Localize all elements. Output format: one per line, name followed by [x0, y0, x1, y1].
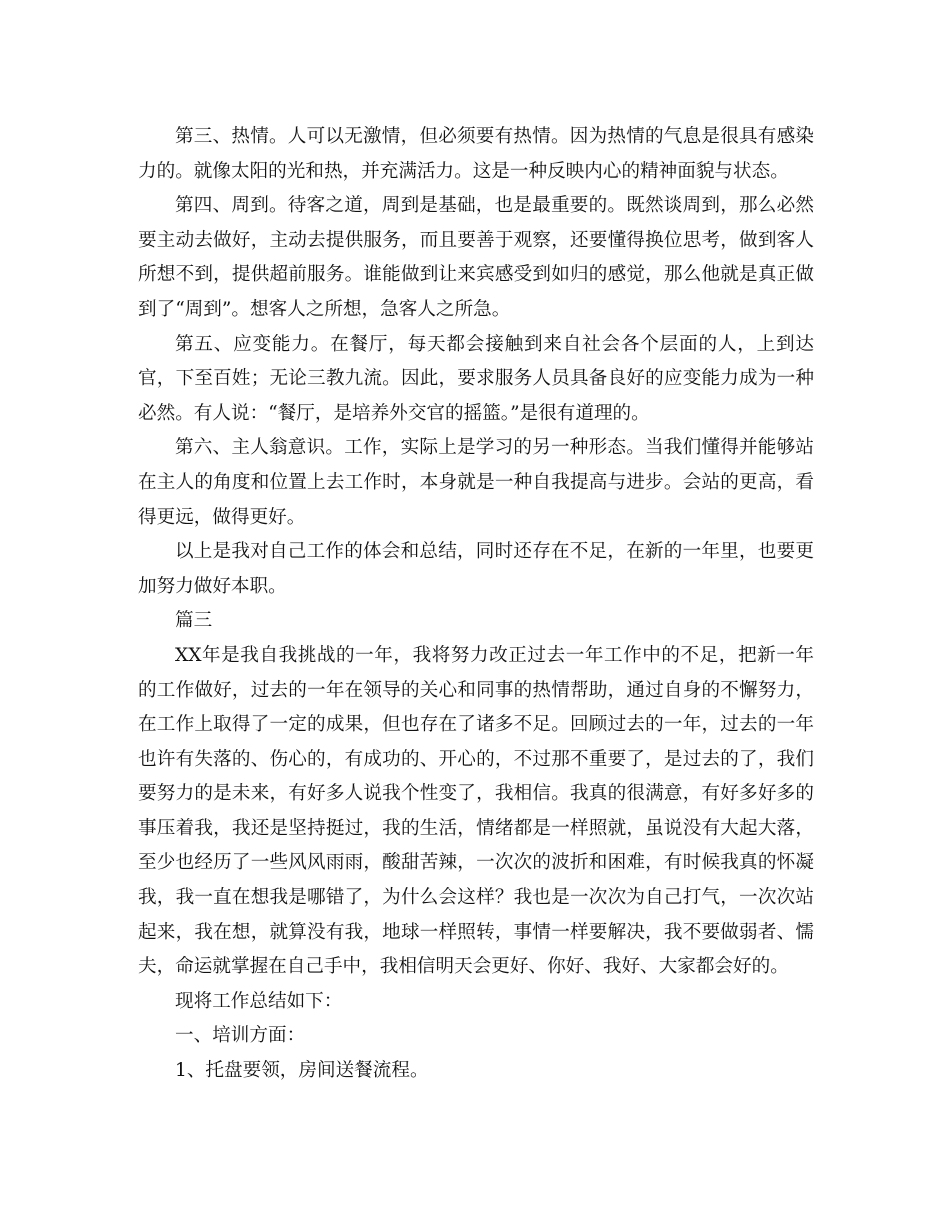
paragraph-conclusion: 以上是我对自己工作的体会和总结，同时还存在不足，在新的一年里，也要更加努力做好本职。	[138, 541, 814, 597]
heading-training: 一、培训方面：	[175, 1025, 306, 1047]
list-item-tray-essentials: 1、托盘要领，房间送餐流程。	[175, 1060, 429, 1082]
paragraph-fourth-thoughtfulness: 第四、周到。待客之道，周到是基础，也是最重要的。既然谈周到，那么必然要主动去做好，主动去提供服务，而且要善于观察，还要懂得换位思考，做到客人所想不到，提供超前服务。谁能做到让来宾感受到如归的感觉，那么他就是真正做到了“周到”。想客人之所想，急客人之所急。	[138, 195, 814, 320]
paragraph-year-review: XX年是我自我挑战的一年，我将努力改正过去一年工作中的不足，把新一年的工作做好，过去的一年在领导的关心和同事的热情帮助，通过自身的不懈努力，在工作上取得了一定的成果，但也存在了诸多不足。回顾过去的一年，过去的一年也许有失落的、伤心的，有成功的、开心的，不过那不重要了，是过去的了，我们要努力的是未来，有好多人说我个性变了，我相信。我真的很满意，有好多好多的事压着我，我还是坚持挺过，我的生活，情绪都是一样照就，虽说没有大起大落，至少也经历了一些风风雨雨，酸甜苦辣，一次次的波折和困难，有时候我真的怀凝我，我一直在想我是哪错了，为什么会这样？我也是一次次为自己打气，一次次站起来，我在想，就算没有我，地球一样照转，事情一样要解决，我不要做弱者、懦夫，命运就掌握在自己手中，我相信明天会更好、你好、我好、大家都会好的。	[138, 644, 814, 978]
paragraph-fifth-adaptability: 第五、应变能力。在餐厅，每天都会接触到来自社会各个层面的人，上到达官，下至百姓；无论三教九流。因此，要求服务人员具备良好的应变能力成为一种必然。有人说：“餐厅，是培养外交官的摇篮。”是很有道理的。	[138, 333, 814, 424]
paragraph-summary-intro: 现将工作总结如下：	[175, 990, 343, 1012]
section-heading-part-three: 篇三	[175, 610, 213, 632]
paragraph-third-enthusiasm: 第三、热情。人可以无激情，但必须要有热情。因为热情的气息是很具有感染力的。就像太阳的光和热，并充满活力。这是一种反映内心的精神面貌与状态。	[138, 126, 814, 182]
paragraph-sixth-ownership: 第六、主人翁意识。工作，实际上是学习的另一种形态。当我们懂得并能够站在主人的角度和位置上去工作时，本身就是一种自我提高与进步。会站的更高，看得更远，做得更好。	[138, 437, 814, 528]
